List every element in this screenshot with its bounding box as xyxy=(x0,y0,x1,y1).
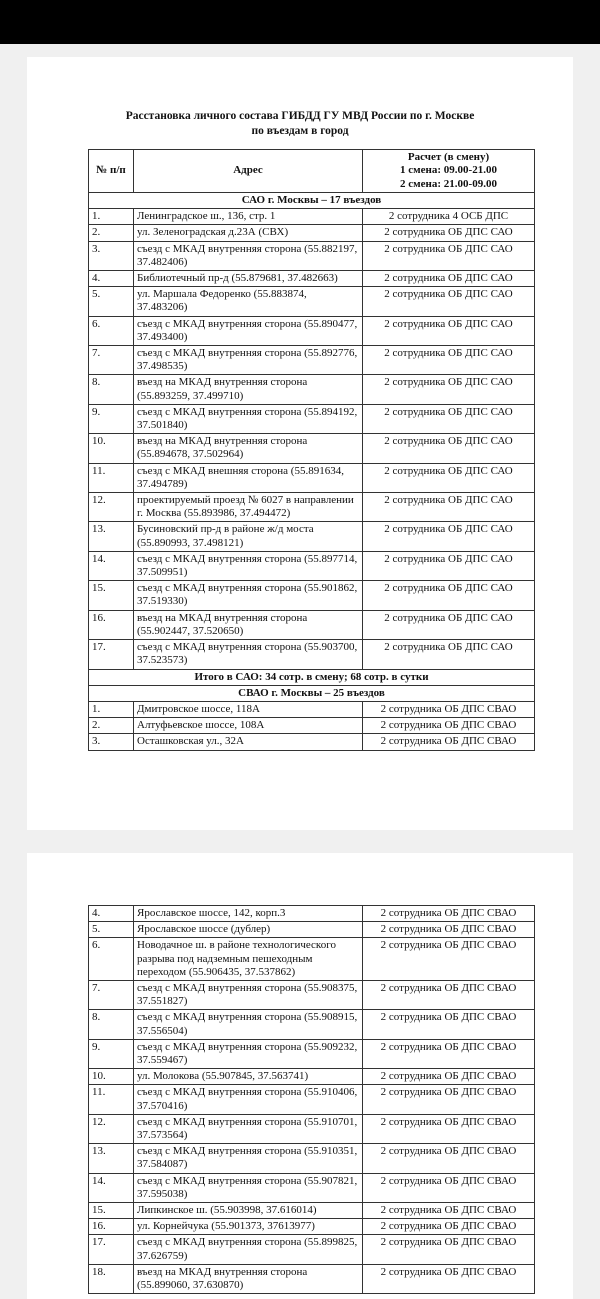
row-assignment: 2 сотрудника ОБ ДПС СВАО xyxy=(363,981,535,1010)
row-number: 17. xyxy=(89,1235,134,1264)
table-row xyxy=(89,1203,535,1219)
row-assignment: 2 сотрудника ОБ ДПС СВАО xyxy=(363,1235,535,1264)
row-address: съезд с МКАД внутренняя сторона (55.897714, 37.509951) xyxy=(134,551,363,580)
row-number: 13. xyxy=(89,522,134,551)
row-assignment: 2 сотрудника ОБ ДПС САО xyxy=(363,316,535,345)
row-address: съезд с МКАД внутренняя сторона (55.903700, 37.523573) xyxy=(134,640,363,669)
title-line-1: Расстановка личного состава ГИБДД ГУ МВД России по г. Москве xyxy=(125,110,475,122)
row-number: 8. xyxy=(89,375,134,404)
table-row xyxy=(89,938,535,981)
row-number: 15. xyxy=(89,581,134,610)
row-address: Осташковская ул., 32А xyxy=(134,734,363,750)
row-address: съезд с МКАД внутренняя сторона (55.910406, 37.570416) xyxy=(134,1085,363,1114)
title-line-2: по въездам в город xyxy=(251,125,349,137)
top-bar xyxy=(0,0,600,44)
table-row xyxy=(89,271,535,287)
row-assignment: 2 сотрудника ОБ ДПС САО xyxy=(363,375,535,404)
row-number: 6. xyxy=(89,316,134,345)
row-assignment: 2 сотрудника ОБ ДПС САО xyxy=(363,522,535,551)
row-number: 6. xyxy=(89,938,134,981)
section-row-svao-text: СВАО г. Москвы – 25 въездов xyxy=(89,685,535,701)
row-assignment: 2 сотрудника ОБ ДПС САО xyxy=(363,640,535,669)
table-row xyxy=(89,1039,535,1068)
row-number: 10. xyxy=(89,1069,134,1085)
table-row xyxy=(89,551,535,580)
table-row xyxy=(89,493,535,522)
table-row xyxy=(89,610,535,639)
document-page-1 xyxy=(27,57,573,830)
row-assignment: 2 сотрудника ОБ ДПС СВАО xyxy=(363,1039,535,1068)
row-assignment: 2 сотрудника ОБ ДПС САО xyxy=(363,241,535,270)
table-row xyxy=(89,1173,535,1202)
row-address: Липкинское ш. (55.903998, 37.616014) xyxy=(134,1203,363,1219)
document-page-2 xyxy=(27,853,573,1299)
row-address: Ярославское шоссе (дублер) xyxy=(134,922,363,938)
row-address: съезд с МКАД внутренняя сторона (55.907821, 37.595038) xyxy=(134,1173,363,1202)
row-address: Бусиновский пр-д в районе ж/д моста (55.890993, 37.498121) xyxy=(134,522,363,551)
total-row-sao-text: Итого в САО: 34 сотр. в смену; 68 сотр. в сутки xyxy=(89,669,535,685)
row-address: Алтуфьевское шоссе, 108А xyxy=(134,718,363,734)
row-number: 3. xyxy=(89,734,134,750)
row-number: 3. xyxy=(89,241,134,270)
row-assignment: 2 сотрудника ОБ ДПС САО xyxy=(363,551,535,580)
table-row xyxy=(89,701,535,717)
table-row xyxy=(89,718,535,734)
section-title: САО г. Москвы – 17 въездов xyxy=(89,193,535,209)
row-address: съезд с МКАД внутренняя сторона (55.908915, 37.556504) xyxy=(134,1010,363,1039)
row-address: съезд с МКАД внутренняя сторона (55.890477, 37.493400) xyxy=(134,316,363,345)
row-assignment: 2 сотрудника ОБ ДПС СВАО xyxy=(363,718,535,734)
table-row xyxy=(89,581,535,610)
row-assignment: 2 сотрудника 4 ОСБ ДПС xyxy=(363,209,535,225)
row-address: въезд на МКАД внутренняя сторона (55.894678, 37.502964) xyxy=(134,434,363,463)
header-calc xyxy=(363,150,535,193)
header-calc-line-2: 1 смена: 09.00-21.00 xyxy=(400,164,497,177)
row-address: ул. Корнейчука (55.901373, 37613977) xyxy=(134,1219,363,1235)
row-assignment: 2 сотрудника ОБ ДПС СВАО xyxy=(363,1085,535,1114)
table-row xyxy=(89,1114,535,1143)
table-row xyxy=(89,1069,535,1085)
deployment-table-continued xyxy=(88,905,535,1294)
row-assignment: 2 сотрудника ОБ ДПС СВАО xyxy=(363,938,535,981)
header-calc-line-1: Расчет (в смену) xyxy=(407,151,490,164)
row-address: Ярославское шоссе, 142, корп.3 xyxy=(134,906,363,922)
table-row xyxy=(89,463,535,492)
table-row xyxy=(89,1219,535,1235)
row-address: ул. Зеленоградская д.23А (СВХ) xyxy=(134,225,363,241)
row-assignment: 2 сотрудника ОБ ДПС САО xyxy=(363,493,535,522)
row-assignment: 2 сотрудника ОБ ДПС САО xyxy=(363,287,535,316)
row-number: 2. xyxy=(89,718,134,734)
row-number: 13. xyxy=(89,1144,134,1173)
row-address: съезд с МКАД внутренняя сторона (55.901862, 37.519330) xyxy=(134,581,363,610)
section-row-svao xyxy=(89,685,535,701)
row-assignment: 2 сотрудника ОБ ДПС СВАО xyxy=(363,734,535,750)
row-assignment: 2 сотрудника ОБ ДПС САО xyxy=(363,463,535,492)
row-assignment: 2 сотрудника ОБ ДПС СВАО xyxy=(363,1203,535,1219)
row-number: 9. xyxy=(89,1039,134,1068)
row-number: 18. xyxy=(89,1264,134,1293)
row-assignment: 2 сотрудника ОБ ДПС САО xyxy=(363,346,535,375)
table-row xyxy=(89,346,535,375)
table-row xyxy=(89,375,535,404)
row-number: 5. xyxy=(89,287,134,316)
row-assignment: 2 сотрудника ОБ ДПС СВАО xyxy=(363,1069,535,1085)
row-number: 12. xyxy=(89,1114,134,1143)
row-address: ул. Молокова (55.907845, 37.563741) xyxy=(134,1069,363,1085)
deployment-table xyxy=(88,149,535,751)
row-address: съезд с МКАД внешняя сторона (55.891634, 37.494789) xyxy=(134,463,363,492)
row-number: 9. xyxy=(89,404,134,433)
table-row xyxy=(89,225,535,241)
row-address: съезд с МКАД внутренняя сторона (55.882197, 37.482406) xyxy=(134,241,363,270)
row-address: съезд с МКАД внутренняя сторона (55.909232, 37.559467) xyxy=(134,1039,363,1068)
row-assignment: 2 сотрудника ОБ ДПС СВАО xyxy=(363,701,535,717)
row-address: Ленинградское ш., 136, стр. 1 xyxy=(134,209,363,225)
section-row-sao xyxy=(89,193,535,209)
row-assignment: 2 сотрудника ОБ ДПС СВАО xyxy=(363,1173,535,1202)
table-row xyxy=(89,1144,535,1173)
row-number: 16. xyxy=(89,1219,134,1235)
row-address: ул. Маршала Федоренко (55.883874, 37.483206) xyxy=(134,287,363,316)
row-assignment: 2 сотрудника ОБ ДПС СВАО xyxy=(363,922,535,938)
row-number: 16. xyxy=(89,610,134,639)
table-row xyxy=(89,922,535,938)
row-assignment: 2 сотрудника ОБ ДПС СВАО xyxy=(363,1010,535,1039)
table-row xyxy=(89,734,535,750)
row-address: въезд на МКАД внутренняя сторона (55.899060, 37.630870) xyxy=(134,1264,363,1293)
table-row xyxy=(89,404,535,433)
table-row xyxy=(89,209,535,225)
row-address: въезд на МКАД внутренняя сторона (55.893259, 37.499710) xyxy=(134,375,363,404)
row-number: 14. xyxy=(89,1173,134,1202)
row-assignment: 2 сотрудника ОБ ДПС СВАО xyxy=(363,906,535,922)
row-assignment: 2 сотрудника ОБ ДПС СВАО xyxy=(363,1264,535,1293)
row-assignment: 2 сотрудника ОБ ДПС СВАО xyxy=(363,1114,535,1143)
row-assignment: 2 сотрудника ОБ ДПС САО xyxy=(363,225,535,241)
row-number: 12. xyxy=(89,493,134,522)
row-number: 14. xyxy=(89,551,134,580)
row-number: 4. xyxy=(89,271,134,287)
row-address: Библиотечный пр-д (55.879681, 37.482663) xyxy=(134,271,363,287)
row-number: 11. xyxy=(89,1085,134,1114)
table-row xyxy=(89,1010,535,1039)
row-assignment: 2 сотрудника ОБ ДПС САО xyxy=(363,271,535,287)
table-row xyxy=(89,522,535,551)
row-assignment: 2 сотрудника ОБ ДПС СВАО xyxy=(363,1144,535,1173)
row-number: 17. xyxy=(89,640,134,669)
header-num: № п/п xyxy=(89,150,134,193)
row-number: 2. xyxy=(89,225,134,241)
table-row xyxy=(89,1085,535,1114)
table-row xyxy=(89,640,535,669)
row-assignment: 2 сотрудника ОБ ДПС САО xyxy=(363,610,535,639)
row-number: 10. xyxy=(89,434,134,463)
row-address: проектируемый проезд № 6027 в направлении г. Москва (55.893986, 37.494472) xyxy=(134,493,363,522)
row-assignment: 2 сотрудника ОБ ДПС СВАО xyxy=(363,1219,535,1235)
row-address: съезд с МКАД внутренняя сторона (55.910351, 37.584087) xyxy=(134,1144,363,1173)
row-address: съезд с МКАД внутренняя сторона (55.899825, 37.626759) xyxy=(134,1235,363,1264)
total-row-sao xyxy=(89,669,535,685)
table-row xyxy=(89,1235,535,1264)
header-calc-line-3: 2 смена: 21.00-09.00 xyxy=(400,177,497,190)
row-address: въезд на МКАД внутренняя сторона (55.902447, 37.520650) xyxy=(134,610,363,639)
row-number: 7. xyxy=(89,981,134,1010)
row-number: 11. xyxy=(89,463,134,492)
table-row xyxy=(89,316,535,345)
row-number: 5. xyxy=(89,922,134,938)
row-number: 8. xyxy=(89,1010,134,1039)
table-row xyxy=(89,287,535,316)
header-address: Адрес xyxy=(134,150,363,193)
row-number: 1. xyxy=(89,701,134,717)
table-row xyxy=(89,434,535,463)
row-number: 1. xyxy=(89,209,134,225)
row-address: съезд с МКАД внутренняя сторона (55.908375, 37.551827) xyxy=(134,981,363,1010)
row-assignment: 2 сотрудника ОБ ДПС САО xyxy=(363,434,535,463)
row-assignment: 2 сотрудника ОБ ДПС САО xyxy=(363,404,535,433)
table-row xyxy=(89,906,535,922)
table-row xyxy=(89,1264,535,1293)
row-address: съезд с МКАД внутренняя сторона (55.892776, 37.498535) xyxy=(134,346,363,375)
row-address: Дмитровское шоссе, 118А xyxy=(134,701,363,717)
row-address: съезд с МКАД внутренняя сторона (55.894192, 37.501840) xyxy=(134,404,363,433)
row-number: 15. xyxy=(89,1203,134,1219)
table-row xyxy=(89,241,535,270)
row-assignment: 2 сотрудника ОБ ДПС САО xyxy=(363,581,535,610)
row-number: 4. xyxy=(89,906,134,922)
document-title xyxy=(27,109,573,139)
row-number: 7. xyxy=(89,346,134,375)
table-row xyxy=(89,981,535,1010)
row-address: Новодачное ш. в районе технологического разрыва под надземным пешеходным переходом (55.906435, 37.537862) xyxy=(134,938,363,981)
row-address: съезд с МКАД внутренняя сторона (55.910701, 37.573564) xyxy=(134,1114,363,1143)
table-header-row xyxy=(89,150,535,193)
